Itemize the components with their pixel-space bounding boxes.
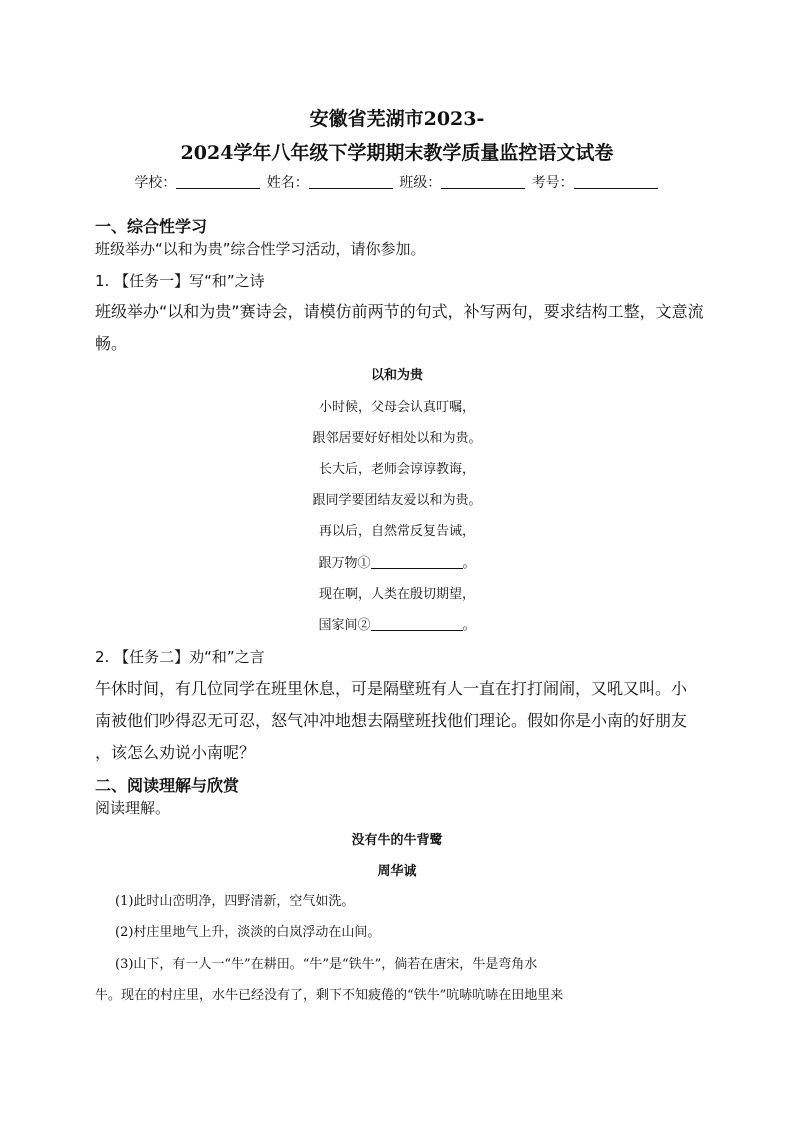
poem-title: 以和为贵 [370, 368, 423, 383]
story-paragraph: (1)此时山峦明净，四野清新，空气如洗。 [115, 894, 355, 909]
poem-blank-2[interactable] [371, 617, 463, 631]
story-paragraph: (3)山下，有一人一“牛”在耕田。“牛”是“铁牛”，倘若在唐宋，牛是弯角水 [115, 957, 538, 972]
story-title: 没有牛的牛背鹭 [351, 833, 443, 848]
poem-blank-line-1 [0, 552, 794, 571]
poem-line: 现在啊，人类在殷切期望， [318, 587, 475, 602]
school-blank[interactable] [176, 174, 260, 189]
class-label: 班级： [399, 175, 442, 191]
task-2-label: 2. 【任务二】劝“和”之言 [95, 648, 265, 666]
name-blank[interactable] [309, 174, 393, 189]
section-1-heading: 一、综合性学习 [95, 217, 208, 236]
exam-title-line-1: 安徽省芜湖市2023- [309, 108, 485, 130]
exam-id-blank[interactable] [574, 174, 658, 189]
task-2-text-line: 午休时间，有几位同学在班里休息，可是隔壁班有人一直在打打闹闹，又吼又叫。小 [95, 679, 688, 698]
poem-line: 跟邻居要好好相处以和为贵。 [312, 431, 482, 446]
poem-line: 再以后，自然常反复告诫， [318, 524, 475, 539]
poem-line-prefix: 国家间② [318, 618, 371, 633]
section-2-heading: 二、阅读理解与欣赏 [95, 776, 240, 795]
section-1-intro: 班级举办“以和为贵”综合性学习活动，请你参加。 [95, 240, 426, 258]
story-paragraph: (2)村庄里地气上升，淡淡的白岚浮动在山间。 [115, 925, 381, 940]
name-label: 姓名： [266, 175, 309, 191]
poem-line-prefix: 跟万物① [318, 556, 371, 571]
poem-line: 小时候，父母会认真叮嘱， [318, 400, 475, 415]
section-2-intro: 阅读理解。 [95, 799, 171, 817]
exam-id-label: 考号： [531, 175, 574, 191]
poem-period: 。 [462, 556, 476, 571]
poem-period: 。 [462, 618, 476, 633]
task-1-label: 1. 【任务一】写“和”之诗 [95, 272, 265, 290]
poem-blank-line-2 [0, 614, 794, 633]
school-label: 学校： [134, 175, 177, 191]
task-2-text-line: ，该怎么劝说小南呢？ [95, 743, 256, 762]
poem-line: 长大后，老师会谆谆教诲， [318, 462, 475, 477]
student-info-row [0, 172, 794, 192]
story-author: 周华诚 [377, 864, 417, 879]
task-2-text-line: 南被他们吵得忍无可忍，怒气冲冲地想去隔壁班找他们理论。假如你是小南的好朋友 [95, 711, 688, 730]
task-1-instruction: 班级举办“以和为贵”赛诗会，请模仿前两节的句式，补写两句，要求结构工整，文意流畅。 [95, 302, 704, 353]
exam-title-line-2: 2024学年八年级下学期期末教学质量监控语文试卷 [180, 142, 614, 164]
class-blank[interactable] [441, 174, 525, 189]
poem-line: 跟同学要团结友爱以和为贵。 [312, 493, 482, 508]
story-paragraph: 牛。现在的村庄里，水牛已经没有了，剩下不知疲倦的“铁牛”吭哧吭哧在田地里来 [95, 988, 564, 1003]
poem-blank-1[interactable] [371, 555, 463, 569]
